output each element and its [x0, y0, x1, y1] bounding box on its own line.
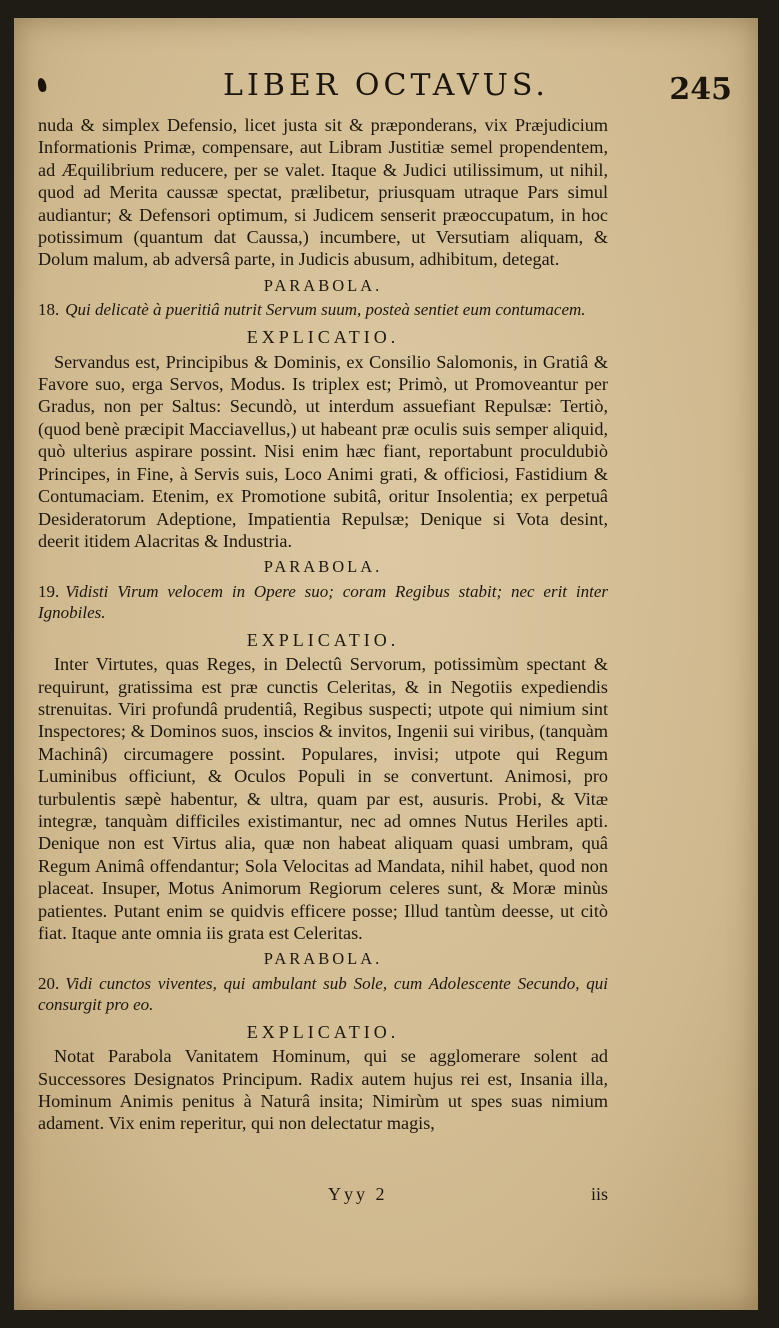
proverb-number: 18. [38, 300, 60, 320]
explicatio-heading-20: EXPLICATIO. [246, 1021, 400, 1042]
signature-mark: Yyy 2 [328, 1184, 388, 1204]
explanation-19: Inter Virtutes, quas Reges, in Delectû Servorum, potissimùm spectant & requirunt, gratissima est præ cunctis Celeritas, & in Negotiis expediendis strenuitas. Viri profundâ prudentiâ, Regibus suspecti; utpote qui nimium sint Inspectores; & Dominos suos, inscios & invitos, Ingenii sui viribus, (tanquàm Machinâ) circumagere possint. Populares, invisi; utpote qui Regum Luminibus officiunt, & Oculos Populi in se convertunt. Animosi, pro turbulentis sæpè habentur, & ultra, quam par est, ausuris. Probi, & Vitæ integræ, tanquàm difficiles existimantur, nec ad omnes Nutus Heriles apti. Denique non est Virtus alia, quæ non habeat aliquam quasi umbram, quâ Regum Animâ offendantur; Sola Velocitas ad Mandata, nihil habet, quod non placeat. Insuper, Motus Animorum Regiorum celeres sunt, & Moræ minùs patientes. Putant enim se quidvis efficere posse; Illud tantùm deesse, ut citò fiat. Itaque ante omnia iis grata est Celeritas. [38, 654, 608, 943]
page-content [38, 114, 608, 1135]
parabola-heading-19: PARABOLA. [263, 557, 383, 577]
proverb-number: 19. [38, 581, 60, 601]
catchword: iis [590, 1184, 608, 1204]
explicatio-heading-19: EXPLICATIO. [246, 629, 400, 650]
explanation-18: Servandus est, Principibus & Dominis, ex Consilio Salomonis, in Gratiâ & Favore suo, erga Servos, Modus. Is triplex est; Primò, ut Promoveantur per Gradus, non per Saltus: Secundò, ut interdum assuefiant Repulsæ: Tertiò, (quod benè præcipit Macciavellus,) ut habeant præ oculis suis semper aliquid, quò ulterius aspirare possint. Nisi enim hæc fiant, reportabunt proculdubiò Principes, in Fine, à Servis suis, Loco Animi grati, & officiosi, Fastidium & Contumaciam. Etenim, ex Promotione subitâ, oritur Insolentia; ex perpetuâ Desideratorum Adeptione, Impatientia Repulsæ; Denique si Vota desint, deerit itidem Alacritas & Industria. [38, 351, 608, 551]
proverb-number: 20. [38, 973, 60, 993]
explanation-20: Notat Parabola Vanitatem Hominum, qui se agglomerare solent ad Successores Designatos Principum. Radix autem hujus rei est, Insania illa, Hominum Animis penitus à Naturâ insita; Nimirùm ut spes suas nimium adament. Vix enim reperitur, qui non delectatur magis, [38, 1046, 608, 1134]
parabola-heading-20: PARABOLA. [263, 949, 383, 969]
proverb-18 [38, 299, 608, 320]
parabola-heading-18: PARABOLA. [263, 275, 383, 295]
running-head: LIBER OCTAVUS. [223, 68, 549, 103]
proverb-text: Vidisti Virum velocem in Opere suo; coram Regibus stabit; nec erit inter Ignobiles. [38, 581, 608, 622]
proverb-20 [38, 973, 608, 1015]
proverb-19 [38, 581, 608, 623]
intro-paragraph: nuda & simplex Defensio, licet justa sit & præponderans, vix Præjudicium Informationis Primæ, compensare, aut Libram Justitiæ semel propendentem, ad Æquilibrium reducere, per se valet. Itaque & Judici utilissimum, ut nihil, quod ad Merita caussæ spectat, prælibetur, priusquam utraque Pars simul audiantur; & Defensori optimum, si Judicem senserit præoccupatum, in hoc potissimum (quantum dat Caussa,) incumbere, ut Versutiam aliquam, & Dolum malum, ab adversâ parte, in Judicis abusum, adhibitum, detegat. [38, 115, 608, 270]
proverb-text: Vidi cunctos viventes, qui ambulant sub Sole, cum Adolescente Secundo, qui consurgit pro eo. [38, 973, 608, 1014]
explicatio-heading-18: EXPLICATIO. [246, 327, 400, 348]
proverb-text: Qui delicatè à pueritiâ nutrit Servum suum, posteà sentiet eum contumacem. [65, 300, 586, 320]
page-number: 245 [669, 72, 732, 107]
book-page [14, 18, 758, 1310]
